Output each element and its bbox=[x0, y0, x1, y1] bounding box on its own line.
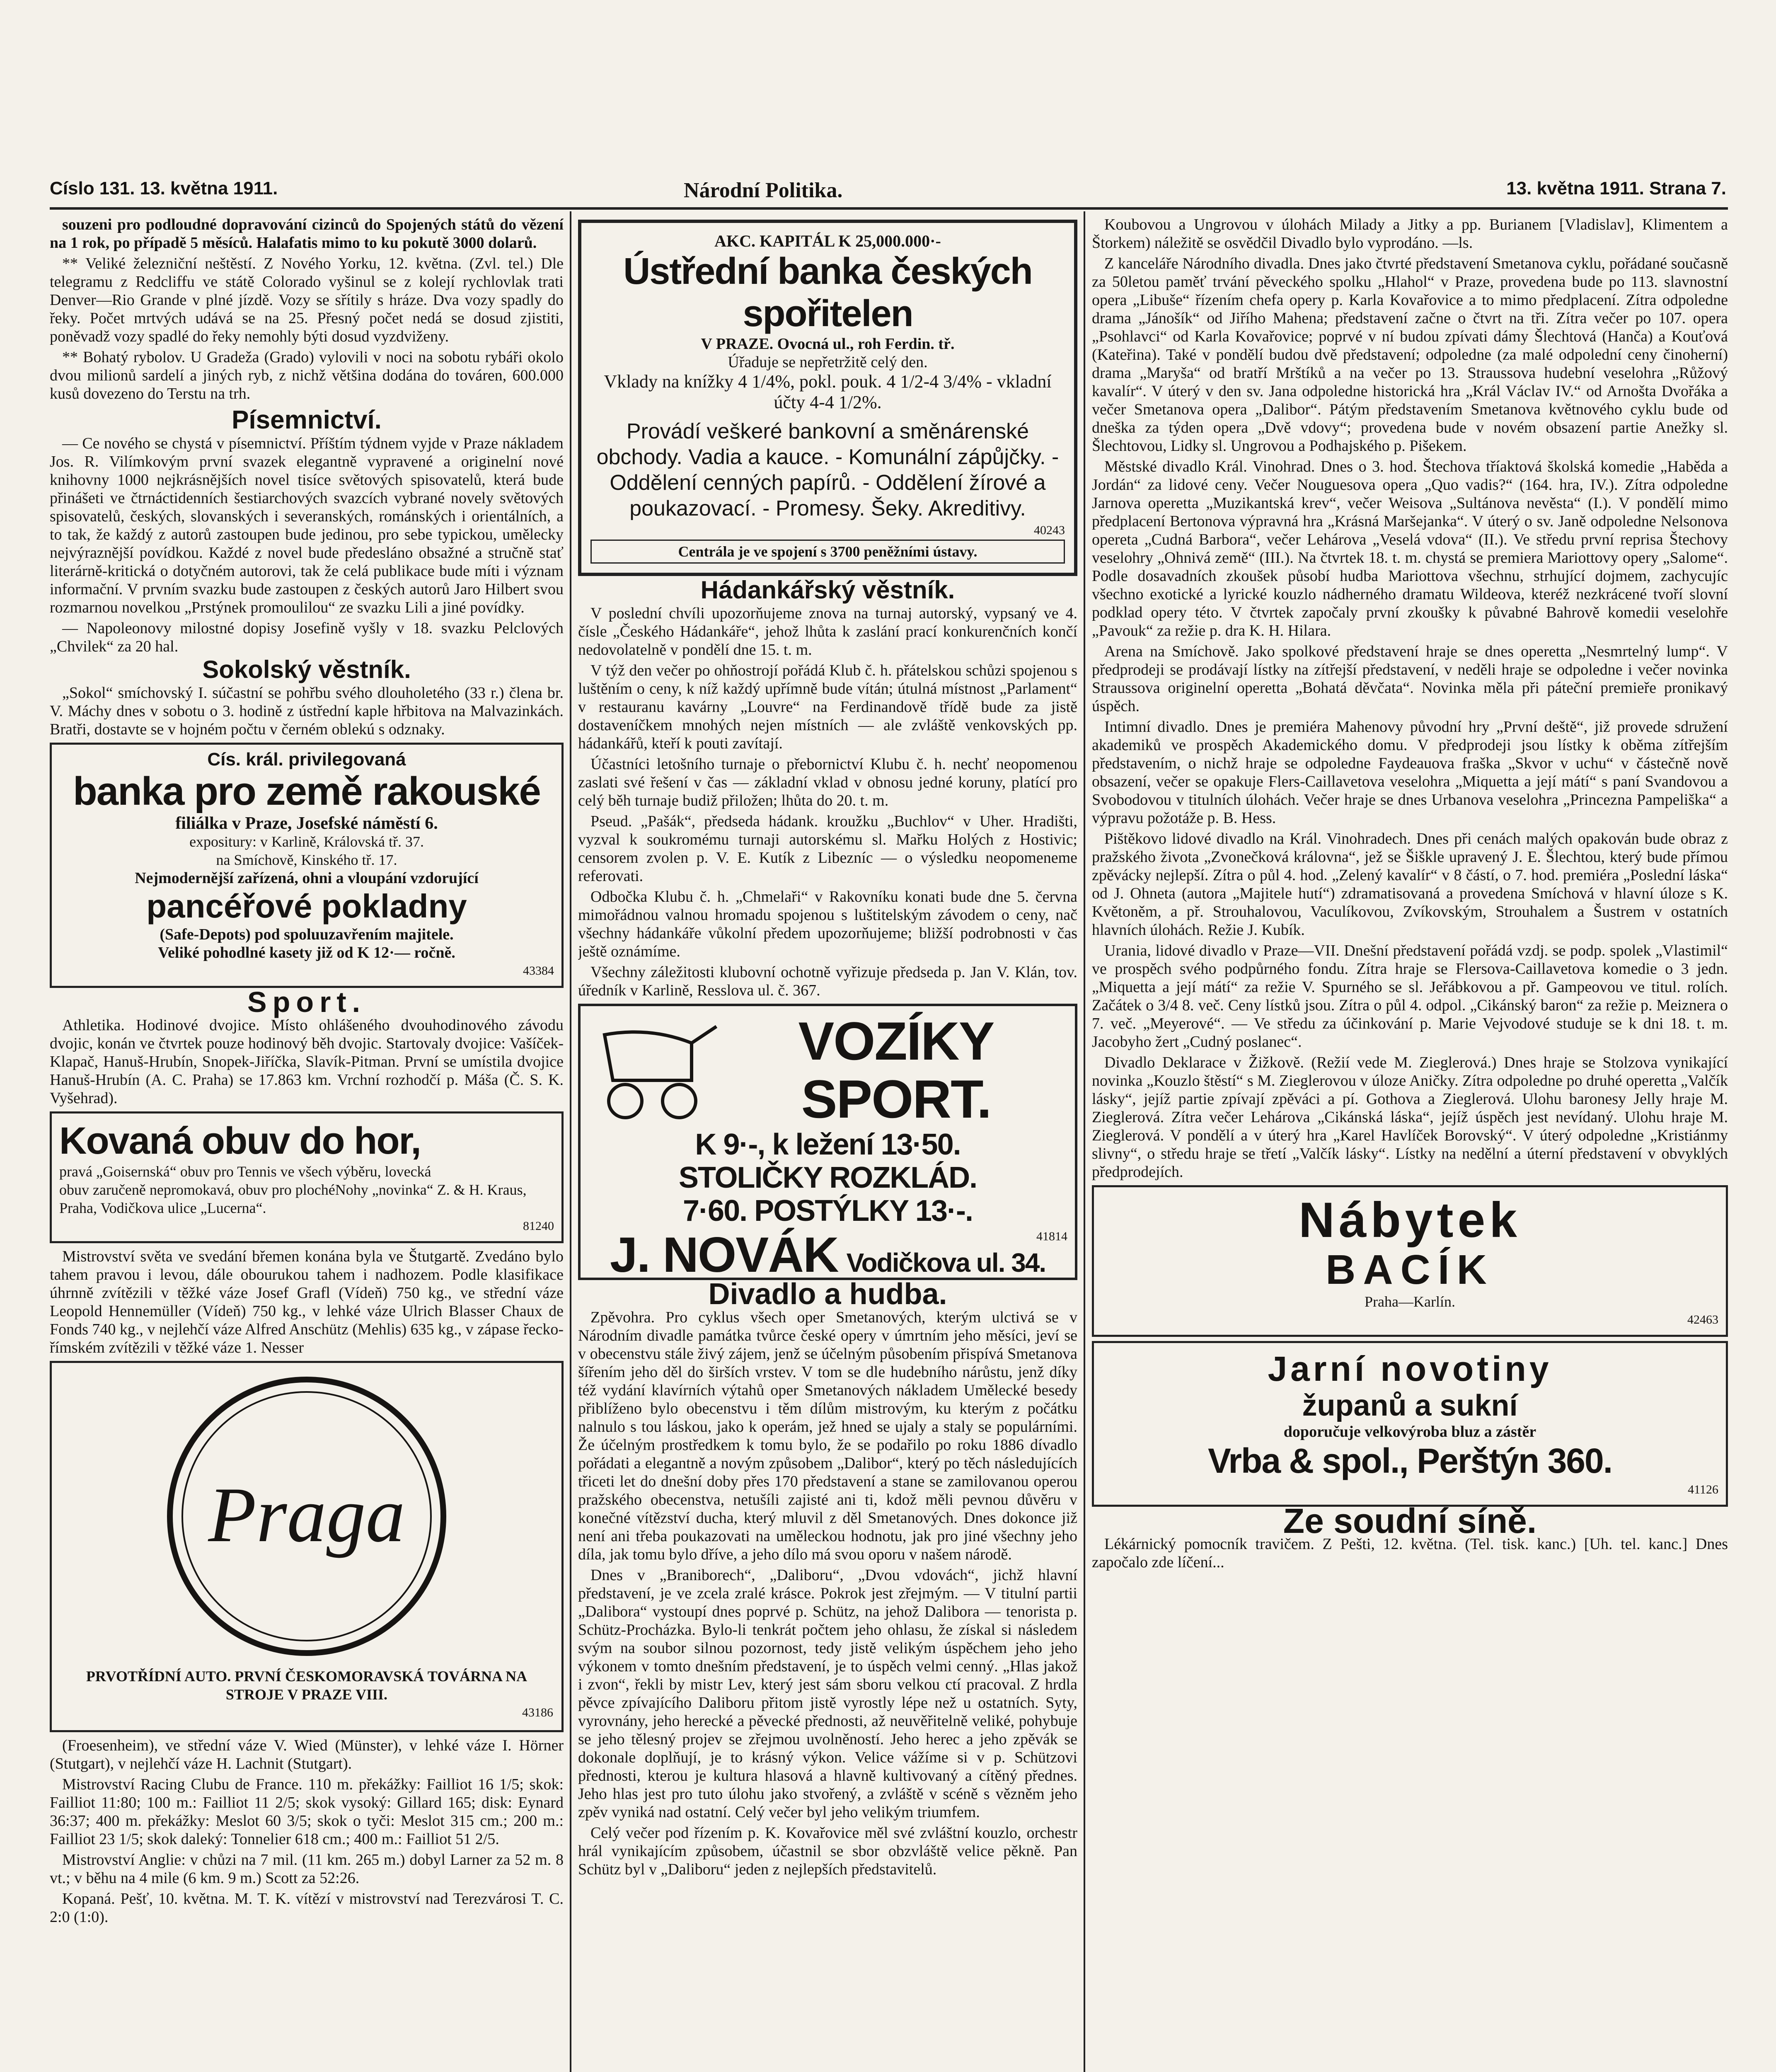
ad-text: 7·60. POSTÝLKY 13·-. bbox=[683, 1194, 973, 1227]
ad-title: banka pro země rakouské bbox=[73, 769, 540, 813]
column-3 bbox=[1092, 215, 1728, 2072]
advertisement-praga bbox=[50, 1361, 564, 1732]
article-text: „Sokol“ smíchovský I. súčastní se pohřbu svého dlouholetého (33 r.) člena br. V. Máchy dnes v sobotu o 3. hodině z ústřední kaple hřbitova na Malvazinkách. Bratři, dostavte se v hojném počtu v černém oblekú s odznaky. bbox=[50, 684, 564, 738]
article-text: Intimní divadlo. Dnes je premiéra Mahenovy původní hry „První deště“, již provede sdružení akademiků ve prospěch Akademického domu. V předprodeji jsou lístky k oběma zítřejším představením, o nichž hraje se odpoledne Faydeauova fraška „Skvor v uchu“ v částečně nově obsazení, večer se opakuje Flers-Caillavetova veselohra „Miquetta a její mátí“ s paní Svandovou a Svobodovou v titulních úlohách. Večer hraje se dnes Urbanova veselohra „Princezna Pampeliška“ a výpravu požotáže p. B. Hess. bbox=[1092, 718, 1728, 827]
ad-text: V PRAZE. Ovocná ul., roh Ferdin. tř. bbox=[701, 335, 955, 353]
praga-logo-text: Praga bbox=[208, 1472, 405, 1559]
article-text: Z kanceláře Národního divadla. Dnes jako čtvrté představení Smetanova cyklu, pořádané současně za 50letou paměť trvání pěveckého spolku „Hlahol“ v Praze, provedena bude po 113. slavnostní opera „Libuše“ řízením chefa opery p. Karla Kovařovice a to mimo předplacení. Zítra odpoledne drama „Jánošík“ od Jiřího Mahena; představení začne o čtvrt na tři. Zítra večer po 107. opera „Psohlavci“ od Karla Kovařovice; poprvé v ní budou zpívati dámy Šlechtová (Hanča) a Kouťová (Kateřina). Také v pondělí budou dvě představení; odpoledne (za malé odpolední ceny činoherní) drama „Maryša“ od bratří Mrštíků a na večer po 13. Straussova hudební veselohra „Růžový kavalír“. V úterý v den sv. Jana odpoledne historická hra „Král Václav IV.“ od Arnošta Dvořáka a večer Smetanova opera „Dalibor“. Pátým představením Smetanova květnového cyklu bude od dneška za týden opera „Dvě vdovy“; provedena bude v novém obsazení partie Anežky sl. Šlechtovou, Lidky sl. Ungrovou a Podhajského p. Pišekem. bbox=[1092, 255, 1728, 455]
ad-address: Praha—Karlín. bbox=[1365, 1293, 1455, 1310]
advertisement-ustredni-banka bbox=[578, 220, 1077, 576]
article-text: Účastníci letošního turnaje o přebornictví Klubu č. h. nechť neopomenou zaslati své řešení v čas — základní vklad v obnosu jedné koruny, platící pro celý běh turnaje budiž přiložen; lhůta do 20. t. m. bbox=[578, 755, 1077, 809]
section-heading: Divadlo a hudba. bbox=[708, 1278, 947, 1311]
ad-text: Vklady na knížky 4 1/4%, pokl. pouk. 4 1/2-4 3/4% - vkladní účty 4-4 1/2%. bbox=[604, 371, 1052, 412]
ad-title: Ústřední banka českých spořitelen bbox=[623, 251, 1032, 334]
article-text: Divadlo Deklarace v Žižkově. (Režií vede M. Zieglerová.) Dnes hraje se Stolzova vynikající novinka „Kouzlo štěstí“ s M. Zieglerovou v úloze Aničky. Zítra odpoledne po druhé operetta „Valčík lásky“, jejíž partie zpívají zpěváci a pí. Gothova a Zieglerová. Ulohu baronesy Jelly hraje M. Zieglerová. Zítra večer Lehárova „Cikánská láska“, jejíž úspěch jest nevídaný. Ulohu hraje M. Zieglerová. V pondělí a v úterý hra „Karel Havlíček Borovský“. V úterý odpoledne „Kristiánmy slivny“, o středu hraje se třetí „Valčík lásky“. Lístky na nedělní a úterní představení v obvyklých předprodejích. bbox=[1092, 1054, 1728, 1181]
article-text: Odbočka Klubu č. h. „Chmelaři“ v Rakovníku konati bude dne 5. června mimořádnou valnou hromadu spojenou s luštitelským závodem o ceny, nač všechny hádankáře vůkolní předem upozorňujeme; bližší podrobnosti v čas ještě oznámíme. bbox=[578, 888, 1077, 960]
article-text: Zpěvohra. Pro cyklus všech oper Smetanových, kterým ulctivá se v Národním divadle památka tvůrce české opery v úmrtním jeho měsíci, jeví se v obecenstvu stále živý zájem, jenž se účelným působením přispívá Smetanova šířením jeho děl do širších vrstev. V tom se dle hudebního nárůstu, jenž díky též vydání klavírních výtahů oper Smetanových nákladem Umělecké besedy přiblíženo bylo obecenstvu i těm dílům mistrovým, ku kterým z počátku nalnulo s tou láskou, jako k operám, jež hned se ujaly a staly se populárními. Že účelným prostředkem k tomu bylo, že se podařilo po roku 1886 dívadlo pořádati a elegantně a novým způsobem „Dalibor“, který po těch následujících třiceti let do dnešní doby přes 170 představení a stane se zamilovanou operou pražského obecenstva, netušíli zajisté ani ti, kdož měli pevnou důvěru v konečné vítězství ducha, který mluvil z děl Smetanových. Dnes dokonce již není ani třeba poukazovati na uměleckou hodnotu, jak pro jiné všechny jeho díla, jak tomu bylo dříve, a jeho dílo má svou oporu v našem národě. bbox=[578, 1309, 1077, 1563]
column-divider-1 bbox=[570, 211, 571, 2072]
ad-number: 43384 bbox=[523, 964, 554, 978]
ad-text: Veliké pohodlné kasety již od K 12·— ročně. bbox=[158, 944, 455, 961]
advertisement-jarni-novotiny bbox=[1092, 1341, 1728, 1507]
article-text: Mistrovství Anglie: v chůzi na 7 mil. (11 km. 265 m.) dobyl Larner za 52 m. 8 vt.; v běhu na 4 mile (6 km. 9 m.) Scott za 52:26. bbox=[50, 1851, 564, 1887]
header-issue-date: Císlo 131. 13. května 1911. bbox=[50, 178, 278, 198]
article-text: — Ce nového se chystá v písemnictví. Příštím týdnem vyjde v Praze nákladem Jos. R. Vilímkovým první svazek elegantně vypravené a originelní nové knihovny 1000 nejkrásnějších novel tisíce světových spisovatelů, která bude přinášeti ve čtrnáctidenních šestiarchových svazcích vybrané novely světových spisovatelů, českých, slovanských i severanských, románských i orientálních, a to tak, že každý z autorů zastoupen bude jedinou, pro sebe typickou, umělecky nejvýraznější povídkou. Každé z novel bude předesláno obsažné a stručně stať literárně-kritická o dotyčném autorovi, tak že celá publikace bude míti i význam informační. V prvním svazku bude zastoupen z českých autorů Jaro Hilbert svou rozmarnou novelkou „Prstýnek promoulilou“ ze svazku Lili a jiné povídky. bbox=[50, 435, 564, 616]
ad-number: 41814 bbox=[1036, 1230, 1067, 1243]
ad-address: Vodičkova ul. 34. bbox=[846, 1248, 1046, 1278]
ad-text: Vrba & spol., Perštýn 360. bbox=[1207, 1441, 1612, 1480]
ad-text: STOLIČKY ROZKLÁD. bbox=[678, 1161, 977, 1194]
advertisement-shoes bbox=[50, 1111, 564, 1243]
article-text: Celý večer pod řízením p. K. Kovařovice měl své zvláštní kouzlo, orchestr hrál vynikajícím způsobem, účastnil se sbor obzvláště velice pěkně. Pan Schütz byl v „Daliboru“ jeden z nejlepších představitelů. bbox=[578, 1824, 1077, 1878]
ad-text: AKC. KAPITÁL K 25,000.000·- bbox=[714, 232, 941, 250]
article-text: souzeni pro podloudné dopravování cizinců do Spojených států do vězení na 1 rok, po případě 5 měsíců. Halafatis mimo to ku pokutě 3000 dolarů. bbox=[50, 216, 564, 252]
article-text: V týž den večer po ohňostrojí pořádá Klub č. h. přátelskou schůzi spojenou s luštěním o ceny, k níž každý upřímně bude vítán; útulná místnost „Parlament“ v restauranu kavárny „Louvre“ na Ferdinandově třídě bude za jistě dostaveníčkem mnohých nejen místních — ale zvláště venkovských pp. hádankářů, kteří k pouti zavítají. bbox=[578, 662, 1077, 752]
ad-text: filiálka v Praze, Josefské náměstí 6. bbox=[175, 814, 438, 833]
ad-title: Jarní novotiny bbox=[1268, 1349, 1552, 1388]
article-text: V poslední chvíli upozorňujeme znova na turnaj autorský, vypsaný ve 4. čísle „Českého Hádankáře“, jehož lhůta k zaslání prací konkurenčních končí nedovolatelně v pondělí dne 15. t. m. bbox=[578, 605, 1077, 658]
ad-number: 81240 bbox=[523, 1219, 554, 1233]
ad-text: Nejmodernější zařízená, ohni a vloupání vzdorující bbox=[135, 869, 479, 887]
pram-illustration bbox=[588, 1018, 725, 1122]
column-2 bbox=[578, 215, 1077, 2072]
article-text: Mistrovství Racing Clubu de France. 110 m. překážky: Failliot 16 1/5; skok: Failliot 11:80; 100 m.: Failliot 11 2/5; skok vysoký: Gillard 165; disk: Eynard 36:37; 400 m. překážky: Meslot 60 3/5; skok o tyči: Meslot 315 cm.; 200 m.: Failliot 23 1/5; skok daleký: Tonnelier 618 cm.; 400 m.: Failliot 51 2/5. bbox=[50, 1776, 564, 1848]
header-masthead: Národní Politika. bbox=[684, 179, 843, 202]
article-text: Athletika. Hodinové dvojice. Místo ohlášeného dvouhodinového závodu dvojic, konán ve čtvrtek pouze hodinový běh dvojic. Startovaly dvojice: Vašíček-Klapač, Hanuš-Hrubín, Snopek-Jiříčka, Slavík-Pitman. První se umístila dvojice Hanuš-Hrubín (A. C. Praha) se 17.863 km. Vrchní rozhodčí p. Máša (Č. S. K. Vyšehrad). bbox=[50, 1017, 564, 1107]
ad-title: Nábytek bbox=[1299, 1192, 1521, 1248]
ad-text: pravá „Goisernská“ obuv pro Tennis ve všech výběru, lovecká bbox=[59, 1163, 431, 1180]
section-heading: Sport. bbox=[247, 986, 366, 1018]
article-text: Arena na Smíchově. Jako spolkové představení hraje se dnes operetta „Nesmrtelný lump“. V předprodeji se prodávají lístky na zítřejší představení, v neděli hraje se odpoledne i večer novinka Straussova originelní operetta „Bohatá děvčata“. Novinka měla při páteční premieře pronikavý úspěch. bbox=[1092, 643, 1728, 715]
ad-text: doporučuje velkovýroba bluz a zástěr bbox=[1283, 1423, 1536, 1440]
ad-text: PRVOTŘÍDNÍ AUTO. PRVNÍ ČESKOMORAVSKÁ TOVÁRNA NA STROJE V PRAZE VIII. bbox=[86, 1668, 527, 1703]
article-text: Městské divadlo Král. Vinohrad. Dnes o 3. hod. Štechova tříaktová školská komedie „Haběda a Jordán“ za lidové ceny. Večer Nouguesova opera „Quo vadis?“ (164. hra, IV.). Zítra odpoledne Jarnova operetta „Muzikantská krev“, večer Weisova „Sultánova nevěsta“ (I.). V pondělí mimo předplacení Bertonova výpravná hra „Krásná Maršejanka“. V úterý o sv. Janě odpoledne Nelsonova opereta „Cudná Barbora“, večer Lehárova „Veselá vdova“ (II.). Ve středu první reprisa Štechovy veselohry „Ohnivá země“ (III.). Na čtvrtek 18. t. m. chystá se premiera Mariottovy opery „Salome“. Podle dosavadních zkoušek působí hudba Mariottova všechnu, strhující dojmem, zachycujíc všechno exotické a lyrické kouzlo nádherného dramatu Wildeova, kteréž nezkrácené tvoří slovní podklad opery této. V čtvrtek započaly první zkoušky k půvabné Bahrově komedii veselohře „Pavouk“ za režie p. dra K. H. Hilara. bbox=[1092, 458, 1728, 639]
article-text: ** Veliké železniční neštěstí. Z Nového Yorku, 12. května. (Zvl. tel.) Dle telegramu z Redcliffu ve státě Colorado vyšinul se z kolejí rychlovlak trati Denver—Rio Grande v plné jízdě. Vozy se sřítily s hráze. Dva vozy spadly do řeky. Počet mrtvých udává se na 25. Přesný počet nedá se dosud zjistiti, poněvadž vozy spadlé do řeky nemohly býti dosud vyzdviženy. bbox=[50, 255, 564, 345]
column-1 bbox=[50, 215, 564, 2072]
article-text: Koubovou a Ungrovou v úlohách Milady a Jitky a pp. Burianem [Vladislav], Klimentem a Štorkem) náležitě se osvědčil Divadlo bylo vyprodáno. —ls. bbox=[1092, 216, 1728, 252]
ad-text: expositury: v Karlině, Královská tř. 37. bbox=[189, 833, 424, 850]
article-text: Všechny záležitosti klubovní ochotně vyřizuje předseda p. Jan V. Klán, tov. úředník v Karlině, Resslova ul. č. 367. bbox=[578, 963, 1077, 999]
header-page-number: 13. května 1911. Strana 7. bbox=[1506, 178, 1726, 198]
ad-text: obuv zaručeně nepromokavá, obuv pro plochéNohy „novinka“ Z. & H. Kraus, Praha, Vodičkova ulice „Lucerna“. bbox=[59, 1181, 527, 1216]
article-text: Dnes v „Braniborech“, „Daliboru“, „Dvou vdovách“, jichž hlavní představení, je ve zcela zralé krásce. Pokrok jest zřejmým. — V titulní partii „Dalibora“ vystoupí dnes poprvé p. Schütz, na jehož Dalibora — tenorista p. Schütz-Procházka. Bylo-li tenkrát počtem jeho ohlasu, že získal si následem svým na soubor silnou pozornost, tedy jistě velikým úspěchem jeho jeho výkonem v tomto dnešním představení, je to úspěch velmi cenný. „Hlas jakož i zvon“, řekli by mistr Lev, který jest sám sboru velkou ctí pracoval. Z hrdla pěvce zpívajícího Daliboru přitom jistě vyrostly lépe než u ostatních. Syty, vyrovnány, jeho herecké a pěvecké přednosti, až neuvěřitelně veliké, pohybuje se jeho tělesný projev se zřejmou uvolněností. Jeho herec a jeho zpěvák se dokonale doplňují, je to krásný výkon. Velice vážíme si v p. Schützovi přednosti, kterou je kultura hlasová a hlavně kultivovaný a cítěný přednes. Jeho hlas jest pro tuto úlohu jako stvořený, a zvláště v scéně s vězněm jeho zpěv vyniká nad ostatní. Celý večer byl jeho velikým triumfem. bbox=[578, 1566, 1077, 1821]
header-rule bbox=[50, 207, 1728, 210]
section-heading: Ze soudní síně. bbox=[1283, 1501, 1537, 1540]
column-divider-2 bbox=[1084, 211, 1085, 2072]
advertisement-nabytek bbox=[1092, 1185, 1728, 1337]
section-heading: Sokolský věstník. bbox=[202, 656, 411, 683]
ad-number: 40243 bbox=[1034, 523, 1065, 537]
advertisement-bank bbox=[50, 743, 564, 988]
ad-title: VOZÍKY SPORT. bbox=[798, 1011, 994, 1129]
ad-headline: pancéřové pokladny bbox=[146, 888, 467, 925]
article-text: Pištěkovo lidové divadlo na Král. Vinohradech. Dnes při cenách malých opakován bude obraz z pražského života „Zvonečková královna“, jež se Šiškle upravený J. E. Šlechtou, který bude přímou zpěvácky nejlepší. Zítra o půl 4. hod. „Zelený kavalír“ v 8 částí, o 7. hod. premiéra „Poslední láska“ od J. Ohneta (autora „Majitele hutí“) zdramatisovaná a provedena Smíchová v hlavní úloze s K. Květoněm, a př. Strouhalovou, Vaculíkovou, Zvíkovským, Strouhalem a Šustrem v ostatních hlavních úlohách. Režie J. Kubík. bbox=[1092, 830, 1728, 939]
ad-services: Provádí veškeré bankovní a směnárenské obchody. Vadia a kauce. - Komunální zápůjčky. - Oddělení cenných papírů. - Oddělení žírové a poukazovací. - Promesy. Šeky. Akreditivy. bbox=[596, 419, 1059, 520]
article-text: — Napoleonovy milostné dopisy Josefině vyšly v 18. svazku Pelclových „Chvilek“ za 20 hal. bbox=[50, 620, 564, 655]
ad-number: 42463 bbox=[1687, 1313, 1718, 1326]
ad-name: BACÍK bbox=[1326, 1247, 1494, 1293]
page-header bbox=[50, 178, 1726, 207]
praga-logo bbox=[162, 1371, 452, 1661]
ad-footer: Centrála je ve spojení s 3700 peněžními ústavy. bbox=[590, 540, 1065, 564]
ad-name: J. NOVÁK bbox=[610, 1227, 838, 1283]
ad-text: Cís. král. privilegovaná bbox=[207, 749, 406, 770]
article-text: Kopaná. Pešť, 10. května. M. T. K. vítězí v mistrovství nad Terezvárosi T. C. 2:0 (1:0). bbox=[50, 1890, 564, 1926]
ad-text: županů a sukní bbox=[1302, 1389, 1518, 1422]
section-heading: Písemnictví. bbox=[232, 406, 382, 434]
ad-title: Kovaná obuv do hor, bbox=[59, 1120, 421, 1162]
article-text: Lékárnický pomocník travičem. Z Pešti, 12. května. (Tel. tisk. kanc.) [Uh. tel. kanc.] Dnes započalo zde líčení... bbox=[1092, 1535, 1728, 1571]
advertisement-voziky bbox=[578, 1004, 1077, 1283]
article-text: Mistrovství světa ve svedání břemen konána byla ve Štutgartě. Zvedáno bylo tahem pravou i levou, dále obourukou tahem i nadhozem. Podle klasifikace úhrnně zvítězili v těžké váze Josef Grafl (Vídeň) 750 kg., ve střední váze Leopold Hennemüller (Vídeň) 750 kg., v lehké váze Ulrich Blasser Chaux de Fonds 740 kg., v nejlehčí váze Alfred Anschütz (Mehlis) 635 kg., v zápase řecko-římském zvítězili v těžké váze 1. Nesser bbox=[50, 1248, 564, 1356]
article-text: Pseud. „Pašák“, předseda hádank. kroužku „Buchlov“ v Uher. Hradišti, vyzval k soukromému turnaji autorskému sl. Mařku Holých z Hostivic; censorem zvolen p. V. E. Kutík z Libezníc — o výsledku neopomeneme referovati. bbox=[578, 813, 1077, 885]
ad-text: K 9·-, k ležení 13·50. bbox=[695, 1128, 961, 1161]
ad-text: Úřaduje se nepřetržitě celý den. bbox=[728, 353, 928, 371]
ad-number: 43186 bbox=[522, 1706, 553, 1719]
article-text: Urania, lidové divadlo v Praze—VII. Dnešní představení pořádá vzdj. se podp. spolek „Vlastimil“ ve prospěch svého podpůrného fondu. Zítra hraje se Flersova-Caillavetova komedie o 3 jedn. „Miquetta a její mátí“ za režie V. Spurného se sl. Jeřábkovou a př. Gampeovou ve titul. rolích. Začátek o 3/4 8. več. Ceny lístků jsou. Zítra o půl 4. odpol. „Cikánský baron“ za režie p. Meiznera o 7. več. „Meyerové“. — Ve středu za účinkování p. Marie Vejvodové studuje se k dni 18. t. m. Jacobyho žert „Cudný poslanec“. bbox=[1092, 942, 1728, 1051]
ad-text: (Safe-Depots) pod spoluuzavřením majitele. bbox=[160, 926, 454, 943]
section-heading: Hádankářský věstník. bbox=[700, 576, 955, 604]
article-text: ** Bohatý rybolov. U Gradeža (Grado) vylovili v noci na sobotu rybáři okolo dvou milionů sardelí a jiných ryb, z nichž většina dodána do továren, 600.000 kusů dovezeno do Terstu na trh. bbox=[50, 349, 564, 402]
article-text: (Froesenheim), ve střední váze V. Wied (Münster), v lehké váze I. Hörner (Stutgart), v nejlehčí váze H. Lachnit (Stutgart). bbox=[50, 1737, 564, 1772]
ad-text: na Smíchově, Kinského tř. 17. bbox=[216, 852, 397, 868]
ad-number: 41126 bbox=[1688, 1483, 1718, 1496]
